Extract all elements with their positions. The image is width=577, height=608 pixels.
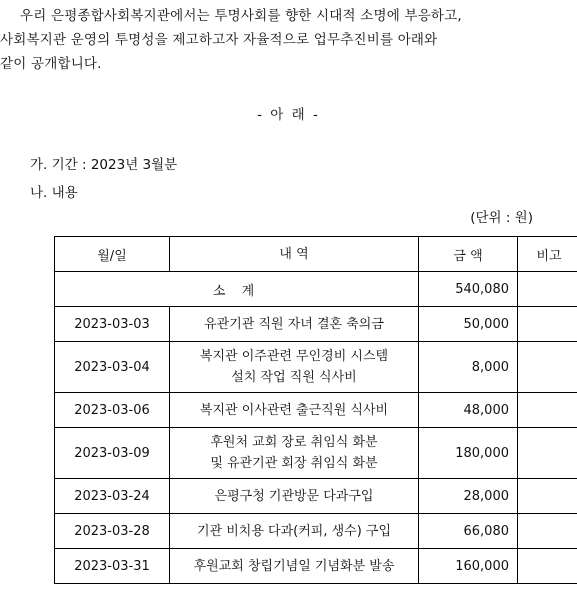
row-note: [518, 393, 577, 428]
header-amount: 금 액: [419, 237, 518, 272]
row-amount: 8,000: [419, 342, 518, 393]
intro-line: 우리 은평종합사회복지관에서는 투명사회를 향한 시대적 소명에 부응하고,: [20, 8, 462, 24]
row-date: 2023-03-24: [55, 479, 170, 514]
row-note: [518, 307, 577, 342]
row-note: [518, 549, 577, 584]
item-period: 가. 기간 : 2023년 3월분: [30, 157, 178, 173]
row-description-line: 복지관 이주관련 무인경비 시스템: [199, 349, 389, 364]
row-description: [170, 307, 419, 342]
row-date: 2023-03-03: [55, 307, 170, 342]
row-description-line: 은평구청 기관방문 다과구입: [214, 488, 374, 504]
expense-table: [54, 236, 577, 584]
row-note: [518, 428, 577, 479]
row-date: 2023-03-31: [55, 549, 170, 584]
row-date: 2023-03-04: [55, 342, 170, 393]
row-description: [170, 428, 419, 479]
subtotal-label: 소 계: [55, 272, 419, 307]
row-amount: 50,000: [419, 307, 518, 342]
row-date: 2023-03-06: [55, 393, 170, 428]
row-note: [518, 479, 577, 514]
unit-label: (단위 : 원): [470, 210, 533, 226]
row-description-line: 유관기관 직원 자녀 결혼 축의금: [204, 316, 384, 332]
row-description-line: 후원교회 창립기념일 기념화분 발송: [193, 558, 395, 574]
row-description-line: 설치 작업 직원 식사비: [231, 370, 357, 385]
row-description-line: 및 유관기관 회장 취임식 화분: [210, 456, 378, 471]
header-description: 내 역: [170, 237, 419, 272]
subtotal-amount: 540,080: [419, 272, 518, 307]
table-row: [55, 342, 577, 393]
row-amount: 48,000: [419, 393, 518, 428]
table-row: [55, 307, 577, 342]
intro-line: 같이 공개합니다.: [0, 56, 102, 72]
row-description: [170, 393, 419, 428]
row-note: [518, 514, 577, 549]
row-description-line: 후원처 교회 장로 취임식 화분: [210, 435, 378, 450]
row-amount: 180,000: [419, 428, 518, 479]
header-date: 월/일: [55, 237, 170, 272]
row-description-line: 기관 비치용 다과(커피, 생수) 구입: [196, 523, 392, 539]
intro-paragraph: [0, 4, 577, 76]
row-description: [170, 479, 419, 514]
row-date: 2023-03-09: [55, 428, 170, 479]
section-heading: - 아 래 -: [257, 107, 320, 123]
header-note: 비고: [518, 237, 577, 272]
subtotal-row: [55, 272, 577, 307]
row-description: [170, 514, 419, 549]
intro-line: 사회복지관 운영의 투명성을 제고하고자 자율적으로 업무추진비를 아래와: [0, 32, 438, 48]
subtotal-note: [518, 272, 577, 307]
row-amount: 28,000: [419, 479, 518, 514]
row-amount: 66,080: [419, 514, 518, 549]
row-note: [518, 342, 577, 393]
table-row: [55, 393, 577, 428]
row-description-line: 복지관 이사관련 출근직원 식사비: [199, 402, 389, 418]
table-row: [55, 479, 577, 514]
row-description: [170, 342, 419, 393]
table-row: [55, 514, 577, 549]
row-date: 2023-03-28: [55, 514, 170, 549]
row-description: [170, 549, 419, 584]
item-content: 나. 내용: [30, 185, 78, 201]
row-amount: 160,000: [419, 549, 518, 584]
table-row: [55, 428, 577, 479]
table-row: [55, 549, 577, 584]
table-header-row: [55, 237, 577, 272]
